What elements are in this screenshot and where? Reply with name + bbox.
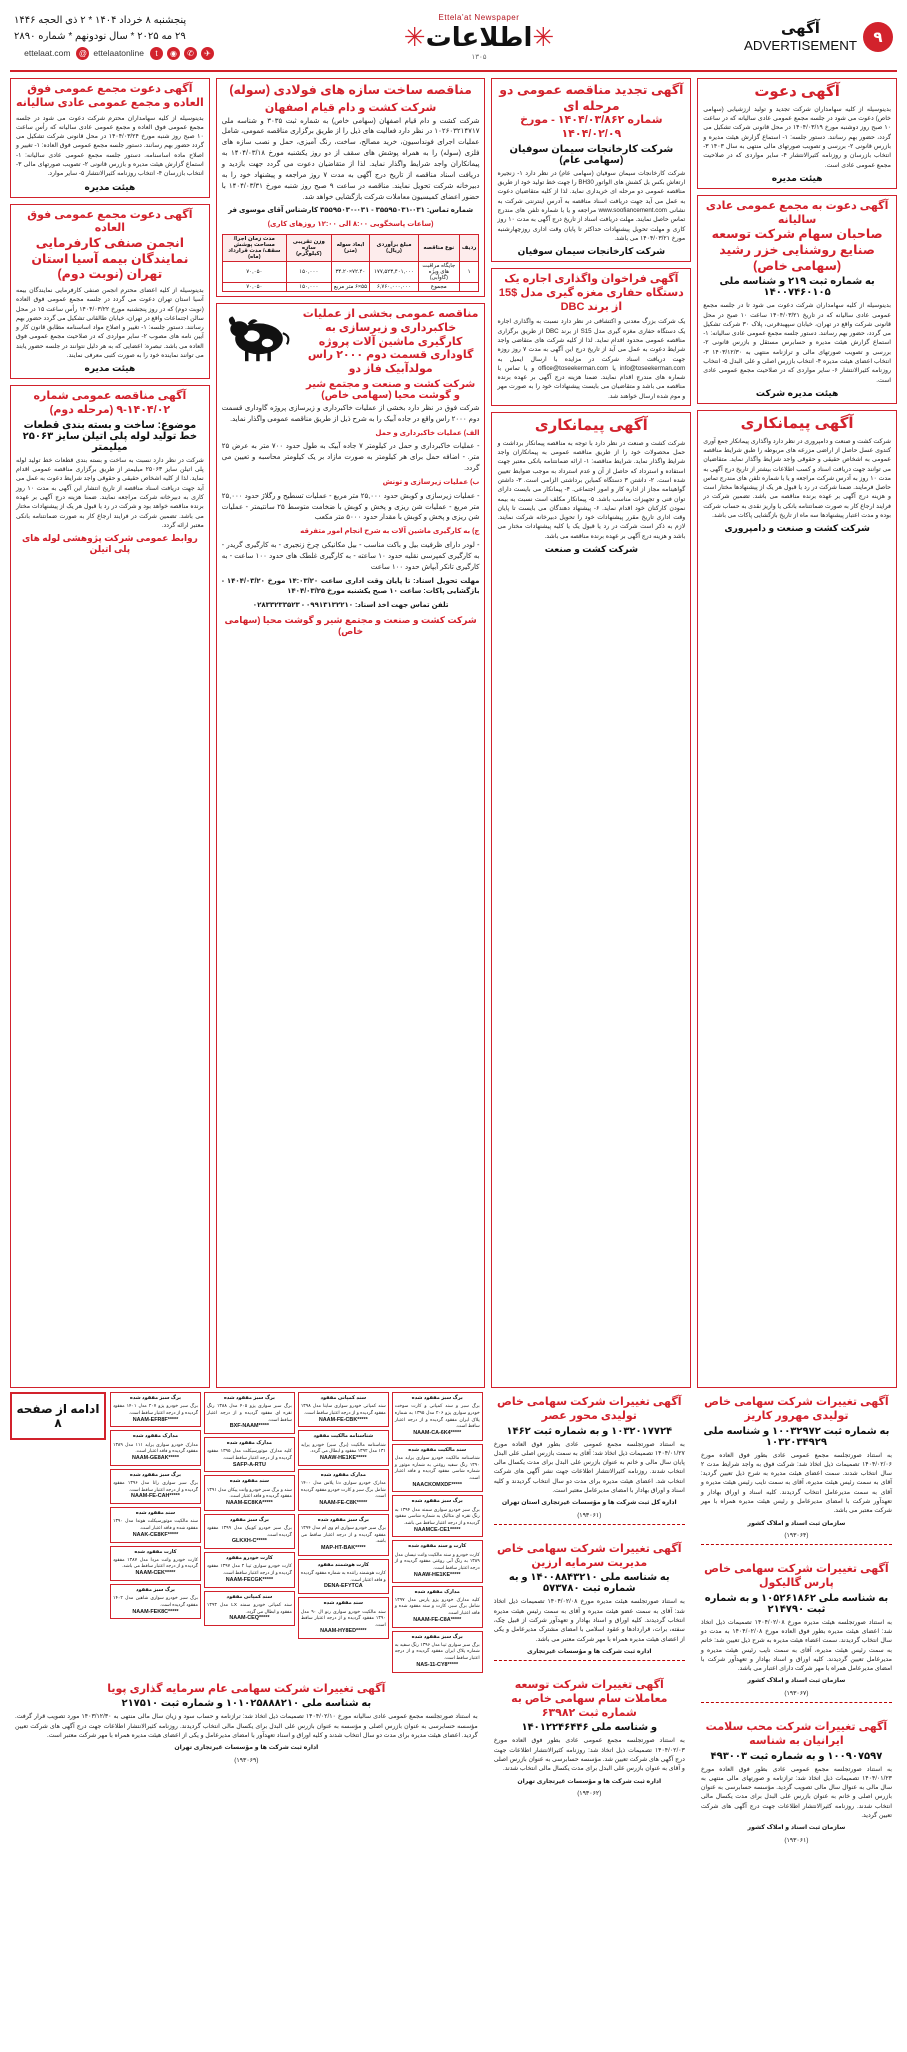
classified-body: برگ سبز خودرو سواری ام وی ام مدل ۱۳۹۴ مفقود گردیده و از درجه اعتبار ساقط می باشد. (300, 1525, 386, 1544)
classified-item (204, 1437, 295, 1472)
classified-code: NAS-11-CY8***** (416, 1661, 459, 1668)
telegram-icon[interactable]: ✈ (201, 47, 214, 60)
column-4 (10, 78, 210, 1388)
classified-col-3 (204, 1392, 295, 1673)
ad-title: مناقصه عمومی بخشی از عملیات خاکبرداری و زیرسازی به کارگیری ماشین آلات پروژه گاوداری قسمت دوم ۲۰۰۰ راس مولدآبیک فاز دو (302, 308, 479, 376)
classified-item (204, 1392, 295, 1434)
classified-code: BXF-NAAM***** (229, 1423, 269, 1430)
ad-body: شرکت در نظر دارد نسبت به ساخت و بسته بندی قطعات خط تولید لوله پلی اتیلن سایز ۲۵۰۶۳ میلیمتر از طریق برگزاری مناقصه عمومی اقدام نماید. لذا از کلیه اشخاص حقیقی و حقوقی واجد شرایط دعوت به عمل می آید جهت دریافت اسناد مناقصه از تاریخ انتشار این آگهی به مدت ۱۰ روز کاری به دبیرخانه شرکت مراجعه نمایند. ضمنا هزینه درج آگهی بر عهده برنده مناقصه خواهد بود و شرکت در رد یا قبول هر یک از پیشنهادات مختار می باشد. تضمین شرکت در فرایند ارجاع کار به صورت ضمانتنامه بانکی معتبر ارائه گردد. (16, 456, 204, 529)
masthead (10, 6, 897, 72)
section-b-body: - عملیات زیرسازی و کوبش حدود ۲۵,۰۰۰ متر مربع - عملیات تسطیح و رگلاژ حدود ۲۵,۰۰۰ متر مربع - عملیات شن ریزی و پخش و کوبش با ضخامت متوسط ۲۵ سانتیمتر - عملیات شن ریزی و پخش و کوبش با مقدار حدود ۵۰۰۰ متر مکعب (221, 492, 480, 522)
classified-item (392, 1392, 483, 1441)
ad-deadline: مهلت تحویل اسناد: تا پایان وقت اداری ساعت ۱۴:۰۳/۲۰ مورخ ۱۴۰۴/۰۳/۲۰ - بازگشایی پاکات: ساعت ۱۰ صبح یکشنبه مورخ ۱۴۰۴/۰۳/۲۵ (221, 577, 480, 596)
notice-reg: ۱۰۰۹۰۷۵۹۷ و به شماره ثبت ۴۹۳۰۰۳ (710, 1750, 883, 1762)
notice-body: به استناد صورتجلسه هیئت مدیره مورخ ۱۴۰۴/۰۲/۰۸ تصمیمات ذیل اتخاذ شد: اعضای هیئت مدیره بطور فوق العاده مورخ ۱۴۰۴/۰۲/۰۸ به مدت دو سال انتخاب گردیدند. سمت اعضاء هیئت مدیره به شرح ذیل تعیین شد: خانم به سمت رئیس هیئت مدیره، آقای به سمت نایب رئیس هیئت مدیره و مدیرعامل تعیین گردیدند. کلیه اوراق و اسناد بهادار و تعهدآور شرکت با امضای مدیرعامل همراه با مهر شرکت دارای اعتبار می باشد. (700, 1618, 893, 1673)
cell: ۶,۷۶۰,۰۰۰,۰۰۰ (370, 283, 419, 292)
continued-from-page-box[interactable]: ادامه از صفحه ۸ (10, 1392, 106, 1440)
ad-company: شرکت کشت و صنعت و مجتمع شیر و گوشت محیا (سهامی خاص) (305, 378, 476, 401)
classified-title: برگ سبز مفقود شده (411, 1395, 463, 1401)
classified-title: کارت خودرو مفقود (226, 1555, 273, 1562)
ad-drilling-lease (491, 268, 691, 406)
newspaper-title-text: اطلاعات (425, 21, 533, 52)
classified-item (204, 1591, 295, 1626)
classified-body: کارت خودرو و سند مالکیت وانت نیسان مدل ۱۳۸۹ به رنگ آبی روغنی مفقود گردیده و از درجه اعتبار ساقط است. (394, 1551, 480, 1571)
classified-body: برگ سبز سواری پژو ۴۰۵ مدل ۱۳۸۸ رنگ نقره ای مفقود گردیده و از درجه اعتبار ساقط است. (206, 1403, 292, 1422)
founding-year: ۱۳۰۵ (471, 53, 487, 61)
classified-body: برگ سبز سواری رانا مدل ۱۳۹۶ مفقود گردیده و از درجه اعتبار ساقط است. (113, 1480, 198, 1492)
section-a-body: - عملیات خاکبرداری و حمل در کیلومتر ۷ جاده آبیک به طول حدود ۷۰۰ متر به عرض ۲۵ متر. - اضافه حمل برای هر کیلومتر به صورت مازاد بر یک کیلومتر محاسبه و تعیین می گردد. (221, 443, 480, 473)
classified-item (298, 1430, 389, 1465)
notice-reg: ۱۰۳۲۰۱۷۷۲۴ و به شماره ثبت ۱۴۶۲ (506, 1425, 673, 1437)
cell: مجموع (418, 283, 459, 292)
twitter-icon[interactable]: t (150, 47, 163, 60)
classified-body: شناسنامه مالکیت (برگ سبز) خودرو پراید ۱۳۱ مدل ۱۳۹۲ مفقود و ابطال می گردد. (300, 1441, 386, 1454)
classified-item (110, 1430, 201, 1465)
ad-body: شرکت کشت و صنعت و دامپروری در نظر دارد واگذاری پیمانکار جمع آوری کندوی عسل حاصل از اراضی مزرعه های مربوطه را طبق شرایط مناقصه عمومی به اشخاص حقیقی و حقوقی واجد شرایط واگذار نماید. متقاضیان می توانند جهت دریافت اسناد و کسب اطلاعات بیشتر از تاریخ درج آگهی به مدت ۱۰ روز به آدرس شرکت مراجعه و یا با شماره تلفن های مندرج تماس حاصل فرمایند. ضمنا شرکت در رد یا قبول هر یک از پیشنهادها مختار است و هزینه درج آگهی بر عهده برنده مناقصه می باشد. تضمین شرکت در فرایند ارجاع کار به صورت ضمانتنامه بانکی یا واریز نقدی به حساب شرکت بوده و مدت اعتبار پیشنهادها سه ماه از تاریخ بازگشایی پاکات می باشد. (703, 437, 891, 519)
ad-invitation-2 (697, 195, 897, 404)
classified-item (204, 1552, 295, 1587)
ad-public-tender-pipe (10, 385, 210, 1388)
ad-contracting-1 (697, 410, 897, 1388)
date-line-2: ۲۹ مه ۲۰۲۵ * سال نودونهم * شماره ۲۸۹۰ (14, 30, 186, 42)
classified-item (110, 1546, 201, 1581)
classified-item (392, 1495, 483, 1537)
classified-code: NAACKOMXDF***** (412, 1481, 462, 1488)
website-url: ettelaat.com (24, 48, 71, 59)
classified-item (392, 1586, 483, 1628)
table-row (222, 262, 479, 283)
divider (701, 1702, 892, 1703)
notice-reg: به شناسه ملی ۱۰۱۰۲۵۸۸۸۲۱۰ و شماره ثبت ۲۱۷۵۱۰ (121, 1698, 372, 1710)
classified-item (298, 1514, 389, 1556)
ad-signature: شرکت کشت و صنعت (544, 544, 638, 555)
ad-signature: شرکت کشت و صنعت و دامپروری (724, 523, 870, 534)
classified-item (110, 1507, 201, 1542)
divider (494, 1524, 685, 1525)
classified-code: NAAW-HE1KE***** (319, 1454, 367, 1461)
ad-body: شرکت کشت و صنعت در نظر دارد با توجه به مناقصه پیمانکار برداشت و حمل محصولات خود را از طریق مناقصه عمومی به پیمانکاران واجد شرایط واگذار نماید. شرایط مناقصه: ۱- ارائه ضمانتنامه بانکی معتبر جهت استفاده و استرداد که حاصل از آن و عدم استرداد به موجب ضوابط تعیین شده است. ۲- داشتن ۳ دستگاه کمباین برداشتی الزامی است. ۳- داشتن گواهینامه مجاز از اداره کار و امور اجتماعی. ۴- پیمانکار می بایست دارای توان فنی و تجهیزات مناسب باشد. ۵- پیمانکار مکلف است نسبت به بیمه نمودن کارکنان خود اقدام نماید. ۶- پیشنهاد دهندگان می بایست تا پایان وقت اداری تاریخ مقرر پیشنهادات خود را تحویل دبیرخانه شرکت نمایند. لازم به ذکر است شرکت در رد یا قبول یک یا کلیه پیشنهادات مختار می باشد و هزینه درج آگهی بر عهده برنده مناقصه می باشد. (497, 439, 686, 540)
classifieds-grid (110, 1392, 483, 1673)
th-1: نوع مناقصه (418, 235, 459, 262)
cell: ۷۲.۴۰×۳۴.۲۰ (331, 262, 369, 283)
emblem-text: Ettela'at Newspaper (438, 12, 520, 22)
classified-title: شناسنامه مالکیت مفقود (313, 1433, 374, 1440)
classified-item (298, 1597, 389, 1639)
company-notice (696, 1717, 897, 1849)
classified-title: برگ سبز مفقود شده (317, 1516, 369, 1523)
divider (701, 1544, 892, 1545)
cell: ۱۷۷,۵۲۳,۴۰۱,۰۰۰ (370, 262, 419, 283)
notice-title: آگهی تغییرات شرکت سهامی خاص تولیدی مهرور کاریز (704, 1396, 889, 1422)
th-3: ابعاد سوله (متر) (331, 235, 369, 262)
classified-body: کارت هوشمند راننده به شماره مفقود گردیده و فاقد اعتبار است. (300, 1570, 386, 1582)
company-notice (696, 1392, 897, 1553)
globe-icon[interactable]: @ (76, 47, 89, 60)
th-0: ردیف (459, 235, 479, 262)
classified-code: NAAM-GE8AK***** (131, 1454, 179, 1461)
classified-col-4 (110, 1392, 201, 1673)
classified-code: NAAM-FE-CAH***** (131, 1493, 180, 1500)
ad-body: شرکت کشت و دام قیام اصفهان (سهامی خاص) به شماره ثبت ۳۰۳۵ و شناسه ملی ۱۰۲۶۰۳۲۱۴۷۱۷ در نظر دارد فعالیت های ذیل را از طریق برگزاری مناقصه عمومی، شامل عملیات اجرای فونداسیون، خرید مصالح، ساخت، رنگ آمیزی، حمل و نصب سازه های فلزی (سوله) را به همراه پوشش های سقف از دو روز یکشنبه مورخ ۱۴۰۴/۰۳/۱۸ به پیمانکاران واجد شرایط واگذار نماید. لذا از متقاضیان دعوت می گردد جهت بازدید و دریافت اسناد مناقصه از تاریخ درج آگهی به مدت ۷ روز مراجعه و پیشنهاد خود را به دبیرخانه شرکت تحویل نمایند. مناقصه در ساعت ۹ صبح روز شنبه مورخ ۱۴۰۴/۰۳/۳۱ با حضور اعضای کمیسیون معاملات شرکت بازگشایی خواهد شد. (221, 117, 480, 201)
ad-title: آگهی دعوت مجمع عمومی فوق العاده (27, 208, 193, 235)
notice-body: به استناد صورتجلسه مجمع عمومی عادی سالیانه مورخ ۱۴۰۴/۰۲/۱۰ تصمیمات ذیل اتخاذ شد: ترازنامه و حساب سود و زیان سال مالی منتهی به ۱۴۰۳/۱۲/۳۰ مورد تصویب قرار گرفت. مؤسسه حسابرسی به عنوان بازرس اصلی و مؤسسه به عنوان بازرس علی البدل برای یکسال مالی انتخاب گردیدند. روزنامه کثیرالانتشار اطلاعات جهت درج آگهی های شرکت تعیین گردید. اعضای هیئت مدیره برای مدت دو سال انتخاب شدند و کلیه اوراق و اسناد تعهدآور با امضای مدیرعامل و یکی از اعضای هیئت مدیره همراه با مهر شرکت معتبر است. (14, 1713, 478, 1739)
ad-signature: هیئت مدیره (84, 181, 136, 192)
ad-extraordinary-meeting-2 (10, 204, 210, 380)
classified-body: برگ سبز خودرو پژو ۲۰۷ مدل ۱۴۰۱ مفقود گردیده و از درجه اعتبار ساقط است. (113, 1403, 198, 1415)
notice-signature: سازمان ثبت اسناد و املاک کشور (747, 1677, 846, 1685)
tender-table (222, 234, 480, 292)
classified-title: برگ سبز مفقود شده (129, 1395, 181, 1401)
ad-body: بدینوسیله از کلیه سهامداران محترم شرکت دعوت می شود در جلسه مجمع عمومی فوق العاده و مجمع عمومی عادی سالیانه که رأس ساعت ۱۰ صبح روز شنبه مورخ ۱۴۰۴/۰۳/۲۴ در محل قانونی شرکت تشکیل می گردد حضور بهم رسانند. دستور جلسه مجمع عمومی فوق العاده: ۱- تغییر و اصلاح ماده اساسنامه. دستور جلسه مجمع عمومی عادی سالیانه: ۱- استماع گزارش هیئت مدیره و بازرس قانونی ۲- تصویب صورتهای مالی ۳- انتخاب بازرسان ۴- انتخاب روزنامه کثیرالانتشار ۵- سایر موارد. (16, 114, 204, 178)
classified-code: NAAM-HY8ED***** (320, 1628, 367, 1635)
cell: ۱۵۰,۰۰۰ (286, 262, 331, 283)
classified-body: کلیه مدارک خودرو پژو پارس مدل ۱۳۹۷ شامل برگ سبز، کارت و سند مفقود شده و فاقد اعتبار است. (394, 1596, 480, 1616)
ad-signature: روابط عمومی شرکت پژوهشی لوله های پلی اتیلن (21, 533, 198, 555)
classified-item (298, 1392, 389, 1427)
ad-title: آگهی فراخوان واگذاری اجاره یک دستگاه حفاری مغزه گیری مدل $15 از برند DBC (498, 273, 684, 313)
classified-body: مدارک خودرو سواری پراید ۱۱۱ مدل ۱۳۸۹ مفقود گردیده و فاقد اعتبار است. (113, 1441, 198, 1454)
ad-org: انجمن صنفی کارفرمایی نمایندگان بیمه آسیا استان تهران (نوبت دوم) (31, 236, 189, 282)
ad-subject: موضوع: ساخت و بسته بندی قطعات خط تولید لوله پلی اتیلن سایز ۲۵۰۶۳ میلیمتر (22, 419, 198, 453)
classified-code: NAAW-HE1KE***** (413, 1571, 461, 1578)
classified-title: سند کمپانی مفقود (320, 1395, 367, 1401)
bottom-column-1 (696, 1392, 897, 2052)
date-line-1: پنجشنبه ۸ خرداد ۱۴۰۴ * ۲ ذی الحجه ۱۴۴۶ (14, 15, 187, 27)
classified-item (392, 1444, 483, 1493)
company-notice-wide (10, 1679, 483, 1769)
notice-code: (۱۹۳۰۶۲) (577, 1789, 602, 1797)
page-number-badge: ۹ (863, 22, 893, 52)
classified-title: سند مفقود شده (229, 1478, 270, 1485)
table-row (222, 283, 479, 292)
classified-col-2 (298, 1392, 389, 1673)
ad-word-latin: ADVERTISEMENT (743, 37, 857, 53)
company-notice (489, 1539, 690, 1669)
classified-item (298, 1469, 389, 1511)
notice-signature: سازمان ثبت اسناد و املاک کشور (747, 1519, 846, 1527)
social-links[interactable] (14, 47, 214, 60)
table-header-row (222, 235, 479, 262)
ad-registration: به شماره ثبت ۲۱۹ و شناسه ملی ۱۴۰۰۷۴۶۰۱۰۵ (719, 276, 875, 299)
column-2 (491, 78, 691, 1388)
notice-body: به استناد صورتجلسه مجمع عمومی عادی بطور فوق العاده مورخ ۱۴۰۴/۰۲/۰۳ تصمیمات ذیل اتخاذ شد: روزنامه کثیرالانتشار اطلاعات جهت درج آگهی های شرکت تعیین شد. مؤسسه حسابرسی به عنوان بازرس اصلی و آقای به عنوان بازرس علی البدل برای مدت یکسال مالی انتخاب شدند. (493, 1737, 685, 1773)
ad-extraordinary-meeting-1 (10, 78, 210, 198)
instagram-icon[interactable]: ◉ (167, 47, 180, 60)
advertisement-label (744, 21, 857, 53)
ad-title: آگهی دعوت مجمع عمومی فوق العاده و مجمع عمومی عادی سالیانه (16, 83, 204, 109)
ad-body: یک شرکت بزرگ معدنی و اکتشافی در نظر دارد نسبت به واگذاری اجاره یک دستگاه حفاری مغزه گیری مدل S15 از برند DBC از طریق برگزاری مناقصه عمومی محدود اقدام نماید. لذا از کلیه شرکت های متقاضی واجد شرایط دعوت به عمل می آید از تاریخ درج این آگهی به مدت ۷ روز روزه جهت دریافت اسناد شرکت در مزایده با ارسال ایمیل به info@toseekerman.com یا office@toseekerman.com و یا تماس با شماره های مندرج اقدام نمایند. ضمنا هزینه درج آگهی بر عهده برنده مناقصه می باشد و متقاضیان می بایست پیشنهادات خود را به صورت مهر و موم شده ارسال خواهند شد. (497, 318, 686, 400)
classified-code: GLKXH-C***** (231, 1538, 267, 1545)
classified-title: کارت هوشمند مفقود (317, 1561, 369, 1568)
ad-word-fa: آگهی (781, 20, 820, 38)
classified-code: NAAM-FE-CBK***** (318, 1416, 368, 1423)
ad-body: بدینوسیله از کلیه اعضای محترم انجمن صنفی کارفرمایی نمایندگان بیمه آسیا استان تهران دعوت می گردد در جلسه مجمع عمومی فوق العاده (نوبت دوم) که در روز پنجشنبه مورخ ۱۴۰۴/۰۳/۲۲ رأس ساعت ۱۵ در محل سالن اجتماعات واقع در تهران، خیابان طالقانی تشکیل می گردد حضور بهم رسانند. دستور جلسه: ۱- تغییر و اصلاح مواد اساسنامه مطابق قانون کار و آیین نامه های مصوب ۲- سایر مواردی که در صلاحیت مجمع عمومی فوق العاده می باشد. تبصره: اعضایی که به هر دلیل نتوانند در جلسه حضور یابند می توانند نماینده خود را به صورت کتبی معرفی نمایند. (16, 286, 204, 360)
classified-code: NAAK-CE8KF***** (132, 1531, 179, 1538)
notice-title: آگهی تغییرات شرکت توسعه معاملات سام سهامی خاص به شماره ثبت ۶۳۹۸۲ (511, 1679, 668, 1719)
classified-code: NAAM-FE-C8A***** (413, 1616, 462, 1623)
ad-body: بدینوسیله از کلیه سهامداران شرکت تجدید و تولید ارزشیابی (سهامی خاص) دعوت می شود در جلسه مجمع عمومی عادی سالیانه که در ساعت ۱۰ صبح روز دوشنبه مورخ ۱۴۰۴/۰۳/۱۹ در محل قانونی شرکت تشکیل می گردد، حضور بهم رسانند. دستور جلسه: ۱- استماع گزارش هیئت مدیره و بازرس قانونی ۲- بررسی و تصویب صورتهای مالی منتهی به سال ۱۴۰۳ ۳- انتخاب بازرسان و روزنامه کثیرالانتشار ۴- سایر مواردی که در صلاحیت مجمع عمومی عادی است. (703, 105, 891, 169)
newspaper-title (214, 22, 744, 53)
classified-code: NAAM-FEK8C***** (132, 1608, 179, 1615)
ad-steel-structure-tender (216, 78, 486, 297)
ad-title: آگهی پیمانکاری (534, 417, 648, 435)
bottom-column-3 (10, 1392, 483, 2052)
notice-reg: به شناسه ملی ۱۰۵۲۶۱۸۶۲ و به شماره ثبت ۲۱۴۷۹۰ (704, 1592, 889, 1615)
whatsapp-icon[interactable]: ✆ (184, 47, 197, 60)
cow-logo-icon (222, 308, 296, 364)
classified-body: کارت خودرو سواری تیبا ۲ مدل ۱۳۹۷ مفقود گردیده و از درجه اعتبار ساقط است. (206, 1563, 292, 1576)
bottom-section (10, 1392, 897, 2052)
notice-body: به استناد صورتجلسه مجمع عمومی عادی بطور فوق العاده مورخ ۱۴۰۴/۰۲/۰۶ تصمیمات ذیل اتخاذ شد: شرکت فوق به واجد شرایط مدت ۲ سال انتخاب شدند. سمت اعضای هیئت مدیره به شرح ذیل تعیین گردید: آقای به سمت رئیس هیئت مدیره، آقای به سمت نایب رئیس هیئت مدیره و آقای به سمت مدیرعامل انتخاب گردیدند. کلیه اسناد و اوراق بهادار و تعهدآور شرکت با امضای مدیرعامل و رئیس هیئت مدیره همراه با مهر شرکت معتبر می باشد. (700, 1451, 892, 1515)
classified-item (204, 1514, 295, 1549)
classified-code: NAAM-CEQ***** (229, 1615, 270, 1622)
classified-title: کارت مفقود شده (134, 1548, 177, 1555)
notice-title: آگهی تغییرات شرکت سهامی خاص تولیدی محور عصر (497, 1396, 682, 1422)
ad-body: بدینوسیله از کلیه سهامداران شرکت دعوت می شود تا در جلسه مجمع عمومی عادی سالیانه که در تاریخ ۱۴۰۴/۰۳/۲۱ ساعت ۱۰ صبح در محل قانونی شرکت واقع در تهران، خیابان سپهبدقرنی، پلاک ۳۰ شرکت تشکیل می گردد، حضور بهم رسانند. دستور جلسه مجمع عمومی عادی سالیانه: ۱- استماع گزارش هیئت مدیره و حسابرس مستقل و بازرس قانونی ۲- بررسی و تصویب صورتهای مالی و ترازنامه منتهی به ۱۴۰۳/۱۲/۳۰ ۳- انتخاب اعضای هیئت مدیره ۴- انتخاب بازرس اصلی و علی البدل ۵- انتخاب روزنامه کثیرالانتشار ۶- سایر مواردی که در صلاحیت مجمع عمومی عادی است. (703, 302, 892, 384)
cell: ۱ (459, 262, 479, 283)
notice-code: (۱۹۳۰۶۷) (784, 1689, 809, 1697)
classified-title: سند مفقود شده (135, 1510, 176, 1517)
divider (494, 1660, 685, 1661)
notice-signature: اداره ثبت شرکت ها و مؤسسات غیرتجاری تهران (517, 1777, 662, 1785)
classified-body: کارت خودرو وانت مزدا مدل ۱۳۸۷ مفقود گردیده و از درجه اعتبار ساقط می باشد. (113, 1556, 198, 1569)
classified-title: برگ سبز مفقود شده (411, 1633, 463, 1640)
classified-title: برگ سبز مفقود شده (223, 1395, 275, 1401)
classified-title: سند مالکیت مفقود شده (408, 1446, 467, 1453)
classified-item (298, 1559, 389, 1594)
ad-title: آگهی دعوت (754, 83, 840, 100)
column-3 (216, 78, 486, 1388)
ad-phone: تلفن تماس جهت اخذ اسناد: ۰۹۹۱۳۱۳۲۲۱۰ - ۰۲۸۳۳۲۳۳۵۲۳ (252, 602, 449, 610)
social-handle: ettelaatonline (93, 48, 144, 59)
notice-signature: اداره ثبت شرکت ها و مؤسسات غیرتجاری (527, 1647, 652, 1655)
section-c-title: ج) به کارگیری ماشین آلات به شرح انجام امور متفرقه (300, 528, 480, 536)
classified-title: برگ سبز مفقود شده (129, 1471, 181, 1478)
classified-item (204, 1475, 295, 1510)
classified-title: سند کمپانی مفقود (226, 1593, 273, 1600)
ad-title: مناقصه ساخت سازه های فولادی (سوله) (229, 83, 472, 97)
classified-body: سند کمپانی خودرو سمند LX مدل ۱۳۹۳ مفقود و ابطال می گردد. (206, 1601, 292, 1614)
classified-code: NAAM-EFR8F***** (132, 1416, 179, 1423)
notice-signature: اداره کل ثبت شرکت ها و مؤسسات غیرتجاری استان تهران (501, 1499, 677, 1507)
ad-title: آگهی تجدید مناقصه عمومی دو مرحله ای (499, 83, 684, 113)
notice-body: به استناد صورتجلسه مجمع عمومی عادی بطور فوق العاده مورخ ۱۴۰۴/۰۱/۲۳ تصمیمات ذیل اتخاذ شد: ترازنامه و صورتهای مالی منتهی به سال مالی به عنوال سال مالی تصویب گردید. مؤسسه حسابرسی به عنوان بازرس اصلی و خانم به عنوان بازرس علی البدل برای مدت یکسال مالی انتخاب شدند. روزنامه کثیرالانتشار اطلاعات جهت درج آگهی های شرکت تعیین گردید. (700, 1765, 892, 1820)
classified-title: مدارک مفقود شده (414, 1588, 460, 1595)
ad-invitation-1 (697, 78, 897, 189)
classified-code: SAFP-A-RTU (232, 1461, 266, 1468)
classified-title: برگ سبز مفقود شده (411, 1498, 463, 1505)
classified-item (110, 1584, 201, 1619)
cell (459, 283, 479, 292)
notice-reg: و شناسه ملی ۱۴۰۱۲۲۴۶۴۴۶ (521, 1722, 658, 1734)
classified-code: NAAM-CA-6K4***** (413, 1429, 462, 1436)
th-4: وزن تقریبی سازه (کیلوگرم) (286, 235, 331, 262)
column-1 (697, 78, 897, 1388)
classified-title: مدارک مفقود شده (132, 1433, 179, 1440)
ad-body: شرکت کارخانجات سیمان سوفیان (سهامی عام) در نظر دارد ۱- زنجیره ارتعاش بکس بل کشش های الواتور BH30 را جهت خط تولید خود از طریق مناقصه عمومی دو مرحله ای خریداری نماید. لذا از کلیه متقاضیان دعوت به عمل می آید جهت دریافت اسناد مناقصه به آدرس اینترنتی شرکت به نشانی www.soofiancement.com مراجعه و یا با شماره تلفن های مندرج تماس حاصل نمایند. مهلت دریافت اسناد از تاریخ درج آگهی به مدت ۱۰ روز کاری و مهلت تحویل پیشنهادات حداکثر تا پایان وقت اداری روزچهارشنبه مورخ ۱۴۰۴/۰۳/۲۱ می باشد. (497, 169, 686, 242)
classified-body: شناسنامه مالکیت خودرو سواری پراید مدل ۱۳۹۰ رنگ سفید روغنی به شماره موتور و شماره شاسی مفقود گردیده و فاقد اعتبار است. (394, 1454, 480, 1480)
classified-item (392, 1631, 483, 1673)
notice-signature: سازمان ثبت اسناد و املاک کشور (747, 1824, 846, 1832)
classified-body: مدارک خودرو سواری دنا پلاس مدل ۱۴۰۰ شامل برگ سبز و کارت خودرو مفقود گردیده است. (300, 1480, 386, 1499)
ad-signature: هیئت مدیره (771, 172, 823, 183)
classified-title: کارت و سند مفقود شده (408, 1543, 467, 1550)
content-columns (10, 78, 897, 1388)
section-b-title: ب) عملیات زیرسازی و تونش (382, 478, 480, 486)
classified-body: سند مالکیت خودرو سواری رنو ال ۹۰ مدل ۱۳۹۰ مفقود گردیده و از درجه اعتبار ساقط است. (300, 1608, 386, 1627)
ad-company: صاحبان سهام شرکت توسعه صنایع روشنایی خزر رشید (سهامی خاص) (711, 227, 883, 273)
cell: ۵۵×۶ متر مربع (331, 283, 369, 292)
th-2: مبلغ برآوردی (ریال) (370, 235, 419, 262)
classified-body: برگ سبز سواری تیبا مدل ۱۳۹۶ رنگ سفید به شماره پلاک ایران مفقود گردیده و از درجه اعتبار ساقط است. (394, 1641, 480, 1661)
bottom-column-2 (489, 1392, 690, 2052)
cell: ۷۰,۰۵۰ (222, 262, 286, 283)
ad-tender-renew (491, 78, 691, 262)
classified-title: مدارک مفقود شده (226, 1440, 272, 1447)
masthead-left (744, 21, 893, 53)
ad-title: آگهی مناقصه عمومی شماره ۱۴۰۴/۰۲-۹ (مرحله دوم) (33, 390, 187, 417)
classified-code: NAAM-FE-C8K***** (319, 1500, 368, 1506)
notice-signature: اداره ثبت شرکت ها و مؤسسات غیرتجاری تهران (174, 1744, 319, 1752)
ad-contracting-2 (491, 412, 691, 1388)
ad-phone: شماره تماس: ۰۳۱-۳۵۵۹۵۰۳۱ - ۰۳۱-۳۵۵۹۵۰۳۰ کارشناس آقای موسوی فر (228, 207, 474, 215)
star-icon-2: ✳ (403, 21, 426, 52)
ad-title: آگهی دعوت به مجمع عمومی عادی سالیانه (705, 199, 889, 226)
section-c-body: - لودر دارای ظرفیت بیل و باکت مناسب - بیل مکانیکی چرخ زنجیری - به کارگیری گریدر - به کارگیری کمپرسی نقلیه حدود ۱۰ ساعته - به کارگیری غلطک های حدود ۱۰۰ ساعت - به کارگیری تانکر آبپاش حدود ۱۰۰ ساعت (221, 542, 480, 571)
notice-body: به استناد صورتجلسه هیئت مدیره مورخ ۱۴۰۴/۰۲/۰۸ تصمیمات ذیل اتخاذ شد: آقای به سمت عضو هیئت مدیره و آقای به سمت رئیس هیئت مدیره انتخاب گردیدند. کلیه اوراق و اسناد بهادار و تعهدآور شرکت از قبیل چک، سفته، برات، قراردادها و عقود اسلامی با امضای مشترک مدیرعامل و یکی از اعضای هیئت مدیره همراه با مهر شرکت معتبر می باشد. (493, 1598, 685, 1643)
company-notice (489, 1675, 690, 1802)
ad-signature: هیئت مدیره شرکت (755, 387, 839, 398)
company-notice (696, 1559, 897, 1711)
masthead-logo (214, 14, 744, 61)
classified-col-1 (392, 1392, 483, 1673)
company-notice (489, 1392, 690, 1533)
classified-code: MAP-HT-BAK***** (320, 1545, 366, 1552)
notice-reg: به شماره ثبت ۱۰۰۳۲۹۷۲ و شناسه ملی ۱۰۳۲۰۳۴۹۲۹ (703, 1425, 890, 1448)
th-5: مدت زمان اجرا/ مساحت پوشش سقف/ مدت قرارداد (ماه) (222, 235, 286, 262)
section-a-title: الف) عملیات خاکبرداری و حمل (375, 429, 480, 437)
classified-code: DENA-EFYTCA (323, 1583, 363, 1590)
ad-signature: شرکت کشت و صنعت و مجتمع شیر و گوشت محیا (سهامی خاص) (224, 615, 477, 637)
classified-body: برگ سبز خودرو کوییک مدل ۱۳۹۹ مفقود گردیده است. (206, 1525, 292, 1537)
masthead-date (14, 13, 214, 60)
classified-item (392, 1540, 483, 1582)
ad-earthwork-tender (216, 303, 486, 1388)
classified-body: برگ سبز خودرو سواری شاهین مدل ۱۴۰۲ مفقود گردیده است. (113, 1595, 198, 1607)
notice-code: (۱۹۳۰۶۱) (577, 1511, 602, 1519)
classified-body: سند و برگ سبز خودرو وانت پیکان مدل ۱۳۹۱ مفقود گردیده و فاقد اعتبار است. (206, 1486, 292, 1499)
classified-code: NAAMCE-CE1***** (414, 1526, 461, 1533)
ad-signature: شرکت کارخانجات سیمان سوفیان (517, 246, 666, 257)
notice-body: به استناد صورتجلسه مجمع عمومی عادی بطور فوق العاده مورخ ۱۴۰۴/۰۱/۲۷ تصمیمات ذیل اتخاذ شد: آقای به سمت بازرس اصلی علی البدل پایان سال مالی و خانم به عنوان بازرس علی البدل برای مدت یکسال مالی انتخاب شدند. روزنامه کثیرالانتشار اطلاعات جهت نشر آگهی های شرکت انتخاب شد. اعضای هیئت مدیره برای مدت دو سال انتخاب گردیدند و کلیه اسناد و اوراق بهادار با امضای مدیرعامل معتبر است. (493, 1440, 685, 1494)
ad-hours: (ساعات پاسخگویی ۸:۰۰ الی ۱۲:۰۰ روزهای کاری) (267, 221, 434, 229)
cell: ۷۰,۰۵۰ (222, 283, 286, 292)
notice-title: آگهی تغییرات شرکت سهامی عام سرمایه گذاری پویا (107, 1682, 386, 1695)
ad-company: شرکت کشت و دام قیام اصفهان (264, 101, 437, 114)
notice-reg: به شناسه ملی ۱۴۰۰۸۸۴۳۲۱۰ و به شماره ثبت ۵۷۳۷۸۰ (508, 1572, 670, 1595)
classified-body: برگ سبز و سند کمپانی و کارت سوخت خودرو سواری پژو ۲۰۶ مدل ۱۳۹۵ به شماره پلاک ایران مفقود گردیده و از درجه اعتبار ساقط است. (394, 1403, 480, 1429)
classified-title: برگ سبز مفقود (229, 1516, 269, 1523)
classified-body: کلیه مدارک موتورسیکلت مدل ۱۳۹۵ مفقود گردیده و از درجه اعتبار ساقط است. (206, 1448, 292, 1460)
classified-body: سند مالکیت موتورسیکلت هوندا مدل ۱۳۹۰ مفقود شده و فاقد اعتبار است. (113, 1518, 198, 1531)
cell: ۱۵۰,۰۰۰ (286, 283, 331, 292)
ad-signature: هیئت مدیره (84, 363, 136, 374)
ad-title: آگهی پیمانکاری (740, 414, 854, 432)
classified-body: سند کمپانی خودرو سواری ساینا مدل ۱۳۹۸ مفقود گردیده و از درجه اعتبار ساقط است. (300, 1403, 386, 1415)
ad-number: شماره ۱۴۰۴/۰۳/۸۶۲ - مورخ ۱۴۰۴/۰۲/۰۹ (520, 114, 663, 140)
classified-code: NAAM-EC8KA***** (226, 1500, 273, 1506)
notice-code: (۱۹۳۰۶۱) (784, 1836, 809, 1844)
notice-code: (۱۹۳۰۶۹) (234, 1756, 259, 1764)
classified-item (110, 1392, 201, 1427)
ad-intro: شرکت فوق در نظر دارد بخشی از عملیات خاکبرداری و زیرسازی پروژه گاوداری قسمت دوم ۲۰۰۰ راس واقع در جاده آبیک را به شرح ذیل از طریق مناقصه عمومی واگذار نماید. (221, 404, 480, 423)
classified-item (110, 1469, 201, 1504)
classified-code: NAAM-FECGK***** (225, 1576, 274, 1583)
star-icon: ✳ (532, 21, 555, 52)
notice-title: آگهی تغییرات شرکت محب سلامت ایرانیان به شناسه (705, 1721, 888, 1747)
classified-code: NAAM-CEK***** (135, 1570, 176, 1577)
cell: جایگاه مراقبت های ویژه (گاوآبی) (418, 262, 459, 283)
classified-title: سند مفقود شده (323, 1600, 363, 1607)
notice-title: آگهی تغییرات شرکت سهامی خاص پارس گالیکول (704, 1563, 889, 1589)
classified-title: مدارک مفقود شده (320, 1471, 366, 1478)
ad-company: شرکت کارخانجات سیمان سوفیان (سهامی عام) (509, 143, 674, 166)
notice-title: آگهی تغییرات شرکت سهامی خاص مدیریت سرمایه ارزین (497, 1542, 682, 1569)
notice-code: (۱۹۳۰۶۴) (784, 1531, 809, 1539)
classified-body: برگ سبز خودرو سواری سمند مدل ۱۳۹۴ به رنگ نقره ای متالیک به شماره شاسی مفقود گردیده و از درجه اعتبار ساقط می باشد. (394, 1506, 480, 1525)
classified-title: برگ سبز مفقود (135, 1586, 175, 1593)
